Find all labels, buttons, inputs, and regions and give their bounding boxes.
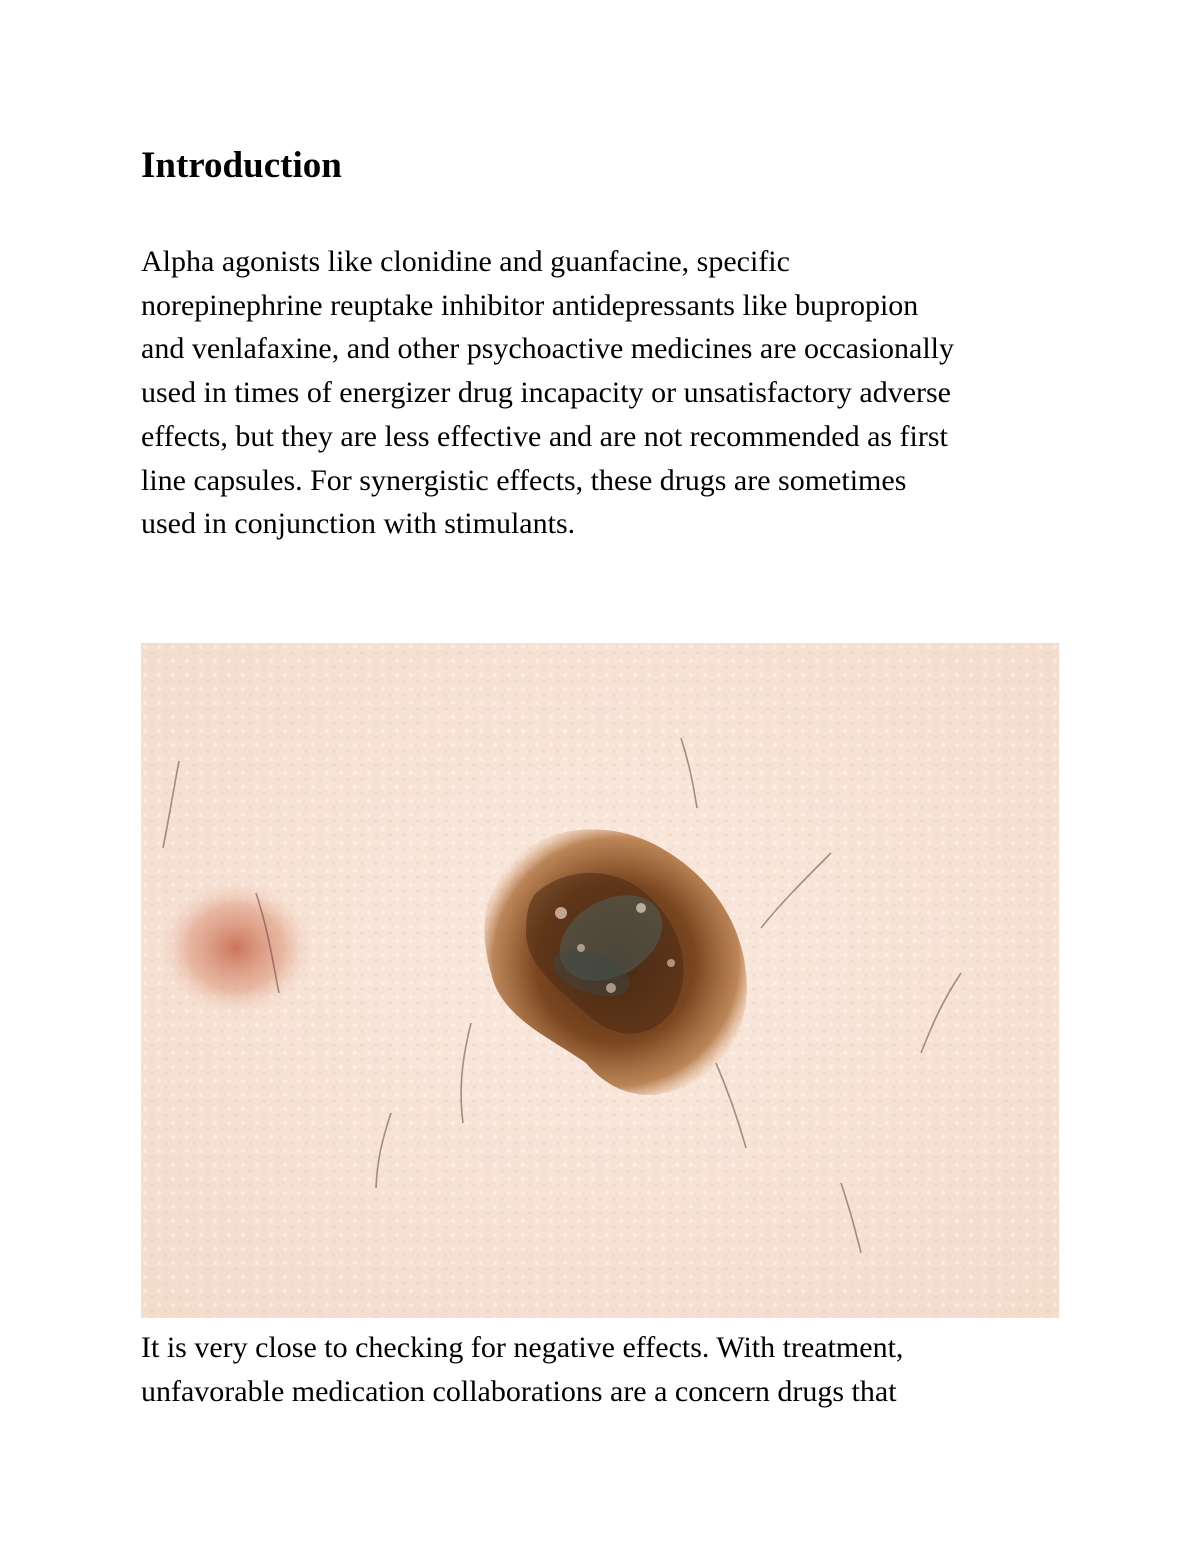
- intro-paragraph: [141, 240, 1081, 546]
- text-line: It is very close to checking for negative effects. With treatment,: [141, 1331, 904, 1364]
- text-line: used in times of energizer drug incapacity or unsatisfactory adverse: [141, 376, 951, 410]
- skin-lesion-illustration: [141, 643, 1059, 1318]
- skin-lesion-photo: [141, 643, 1059, 1318]
- text-line: line capsules. For synergistic effects, these drugs are sometimes: [141, 463, 907, 497]
- text-line: unfavorable medication collaborations are a concern drugs that: [141, 1374, 897, 1408]
- text-line: used in conjunction with stimulants.: [141, 507, 576, 541]
- text-line: norepinephrine reuptake inhibitor antidepressants like bupropion: [141, 288, 919, 322]
- text-line: Alpha agonists like clonidine and guanfacine, specific: [141, 245, 790, 278]
- page-title: Introduction: [141, 145, 342, 186]
- followup-paragraph: [141, 1326, 1081, 1413]
- text-line: and venlafaxine, and other psychoactive medicines are occasionally: [141, 332, 954, 366]
- text-line: effects, but they are less effective and are not recommended as first: [141, 419, 948, 453]
- red-spot: [156, 878, 316, 1018]
